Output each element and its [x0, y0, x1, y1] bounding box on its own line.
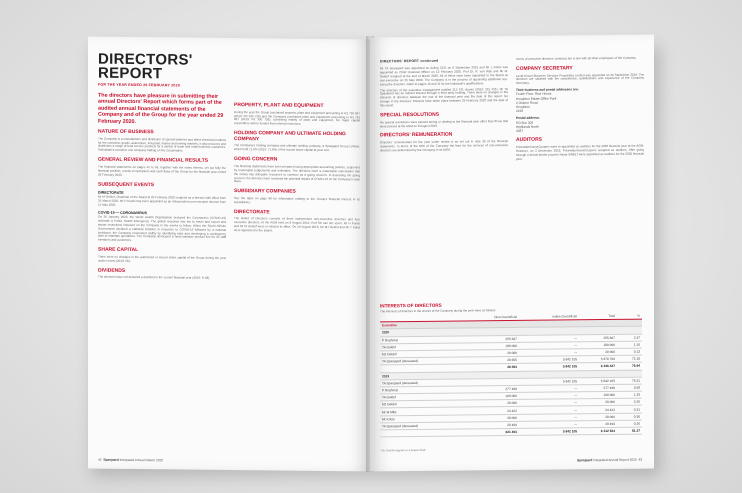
table-cell: 6 312 524 — [579, 427, 617, 435]
postal-address-line: 2037 — [516, 128, 524, 134]
table-cell: 5 842 105 — [519, 363, 579, 371]
table-cell: 1.29 — [617, 391, 642, 398]
table-cell: 5 842 105 — [519, 356, 579, 364]
special-resolutions-heading: SPECIAL RESOLUTIONS — [380, 111, 440, 119]
table-cell: 5 870 760 — [579, 356, 617, 364]
share-capital-text: There were no changes in the authorised or issued share capital of the Group during the year under review (2019: Nil). — [98, 254, 226, 263]
table-cell: 20 499 — [579, 420, 617, 428]
table-cell: — — [519, 399, 579, 407]
right-column-1 — [380, 58, 508, 155]
covid-subheading: COVID-19 — CORONAVIRUS — [98, 210, 147, 216]
table-cell: — — [519, 385, 579, 393]
report-title — [98, 50, 226, 83]
business-address-line: Houghton — [516, 104, 530, 109]
table-cell: 5 842 105 — [519, 377, 579, 385]
share-capital-heading: SHARE CAPITAL — [98, 246, 139, 254]
table-cell: 20 000 — [579, 348, 617, 356]
business-address-line: Houghton Estate Office Park — [516, 96, 557, 101]
right-col1-text: Mr TA Spanjaard was appointed as Acting CEO on 6 September 2019 and Mr L Kotze was appointed as Chief Financial Officer on 12 February 2020. Prof Dr. R. van Wyk and Mr M. Geldof resigned at the end of March 2020. All of these have been appointed to the Board as non-executive on 25 May 2020. The Company is in the process of appointing additional non-executive directors. Refer to pages 10 and 11 for the individual's qualifications. — [380, 65, 508, 87]
table-cell: 20 000 — [463, 349, 519, 357]
remuneration-text: Directors' remuneration for the year under review is as set out in note 26 of the financial statements. In terms of the MOI of the Company the fees for the services of non-executive directors are determined by the Company in its AGM. — [380, 139, 508, 153]
table-cell: 0.31 — [617, 406, 642, 413]
table-cell: — — [519, 392, 579, 400]
interests-table-body — [380, 319, 642, 437]
table-cell: 3.58 — [617, 384, 642, 391]
table-cell: 2.47 — [617, 334, 642, 341]
directorate-heading: DIRECTORATE — [234, 208, 270, 216]
table-cell: 5 842 105 — [579, 377, 617, 385]
interests-table-intro: The interests of directors in the shares of the Company during the year were as follows: — [380, 308, 497, 314]
report-subtitle: FOR THE YEAR ENDED 29 FEBRUARY 2020 — [98, 82, 181, 88]
left-page — [88, 37, 370, 472]
business-address-line: 2198 — [516, 109, 524, 114]
right-footer-brand: Spanjaard — [576, 458, 593, 463]
table-cell: 0.36 — [617, 413, 642, 420]
table-cell: 24 422 — [463, 407, 519, 415]
table-cell: 28 655 — [463, 357, 519, 365]
contracts-text: Terms of executive directors' contracts are in line with all other employees of the Company. — [516, 55, 637, 61]
table-cell: — — [519, 406, 579, 414]
table-cell: P Roghmat — [380, 336, 463, 344]
dividends-heading: DIVIDENDS — [98, 267, 126, 274]
right-page-number: 43 — [638, 457, 642, 462]
table-header-cell: Total — [579, 313, 617, 320]
company-secretary-text: Levitt Kirson Business Services Proprietary Limited was appointed on 20 September 2019. The directors are satisfied with the competence, qualifications and experience of the Company Secretary. — [516, 72, 644, 86]
table-cell: TA Spanjaard (deceased) — [380, 422, 463, 430]
right-footer — [577, 458, 642, 463]
table-cell: — — [519, 349, 579, 357]
table-cell: Mr M Mills — [380, 407, 463, 415]
table-cell: 76.94 — [617, 362, 642, 369]
report-intro: The directors have pleasure in submitting their annual Directors' Report which forms part of the audited annual financial statements of the Company and of the Group for the year ended 29 February 2020. — [98, 92, 224, 125]
auditors-heading: AUDITORS — [516, 136, 543, 144]
table-header-cell: % — [617, 313, 642, 320]
table-cell: 72.18 — [617, 355, 642, 362]
table-cell: 100 000 — [463, 392, 519, 400]
left-column-1 — [98, 50, 226, 283]
directorate-subheading: DIRECTORATE — [98, 190, 124, 196]
remuneration-heading: DIRECTORS' REMUNERATION — [380, 132, 453, 139]
right-page — [370, 35, 654, 472]
table-cell: — — [519, 421, 579, 429]
table-cell: TA Spanjaard (deceased) — [380, 379, 463, 387]
left-column-2 — [234, 98, 360, 236]
table-cell: 1.16 — [617, 341, 642, 348]
table-cell: Executive — [380, 321, 463, 329]
company-secretary-heading: COMPANY SECRETARY — [516, 65, 573, 72]
table-cell: TA Spanjaard (deceased) — [380, 357, 463, 365]
table-cell: 26 053 — [463, 364, 519, 372]
events-heading: SUBSEQUENT EVENTS — [98, 181, 155, 188]
business-address-line: 2 Osborn Road — [516, 100, 538, 105]
table-footnote: * Mr. Gedolf resigned on 6 August 2019. — [380, 448, 426, 453]
table-cell: 20 000 — [463, 400, 519, 408]
table-cell: 28 000 — [579, 413, 617, 421]
subsidiary-text: See the table on page 86 for information relating to the Group's financial interest in its subsidiaries. — [234, 195, 360, 205]
left-footer — [98, 458, 163, 463]
auditors-text: PricewaterhouseCoopers were re-appointed as auditors for the 2020 financial year at the AGM. However, on 3 December 2019, PricewaterhouseCoopers resigned as auditors. After going through a formal tender process Nexia SAB&T were appointed as auditors for the 2020 financial year. — [516, 143, 644, 161]
table-row — [380, 427, 642, 437]
table-cell: 255 667 — [463, 335, 519, 343]
table-cell: 81.37 — [617, 427, 642, 434]
postal-address-label-text: Postal address: — [516, 116, 540, 121]
table-cell: 6 336 427 — [579, 363, 617, 371]
table-cell: 0.26 — [617, 398, 642, 405]
left-page-number: 42 — [98, 457, 102, 462]
nature-heading: NATURE OF BUSINESS — [98, 128, 154, 136]
table-cell: 75.31 — [617, 377, 642, 384]
table-cell: 2020 — [380, 328, 463, 336]
table-cell: — — [519, 342, 579, 350]
table-cell — [380, 429, 463, 437]
table-cell: 180 000 — [579, 341, 617, 349]
right-footer-text: Integrated Annual Report 2020 — [593, 457, 637, 463]
table-cell: P Roghmat — [380, 386, 463, 394]
right-page-header: DIRECTORS' REPORT continued — [380, 58, 439, 64]
special-resolutions-text: No special resolutions were passed during or relating to the financial year other than those that were passed at the AGM on 8 August 2019. — [380, 118, 508, 128]
interests-table — [380, 313, 642, 438]
table-cell: — — [519, 334, 579, 342]
table-cell: TA Geldof — [380, 393, 463, 401]
table-cell: 321 403 — [463, 428, 519, 436]
ppe-text: During the year the Group purchased property, plant and equipment amounting to R2 792 067 (2019: R3 390 726) and the Company purchased plant and equipment amounting to R2 792 067 (2019: R3 390 726), consisting mainly of plant and equipment. No major capital expenditure will be funded from internal resources. — [234, 109, 360, 127]
table-cell: 20 000 — [579, 399, 617, 407]
title-line-1: DIRECTORS' — [98, 50, 193, 69]
table-cell: 0.26 — [617, 420, 642, 427]
business-address-line: Fourth Floor, Rice House — [516, 92, 552, 97]
title-line-2: REPORT — [98, 64, 163, 83]
right-column-2 — [516, 57, 644, 164]
table-cell: — — [519, 413, 579, 421]
table-cell: 24 422 — [579, 406, 617, 414]
table-cell: 5 842 105 — [519, 428, 579, 436]
table-cell: 277 498 — [579, 384, 617, 392]
postal-address-line: Highlands North — [516, 124, 539, 129]
holding-heading: HOLDING COMPANY AND ULTIMATE HOLDING COMPANY — [234, 130, 346, 143]
table-cell: 28 000 — [463, 414, 519, 422]
table-cell: MJ Geldof — [380, 400, 463, 408]
directorate-board-text: The Board of Directors consists of three independent non-executive directors and four executive directors. At the AGM held on 8 August 2019, Prof SP van der Vyver, Mr H Koolis and Mr M Geldof were re-elected to office. On 20 August 2019, Mr MJ Geldof and Mr T Kolisi were appointed to the Board. — [234, 216, 360, 233]
table-cell: Mr Kotze — [380, 415, 463, 423]
table-cell: TA Geldof — [380, 343, 463, 351]
directorate-text: Mr M Geldof, Chairman of the Board at 29 February 2020 resigned as a director with effect from 31 March 2020. Mr H Koolis has been appointed as an independent non-executive director from 15 May 2020. — [98, 194, 226, 207]
business-address-label-text: Their business and postal addresses are: — [516, 87, 579, 93]
left-footer-brand: Spanjaard — [103, 457, 119, 462]
dividends-text: The directors have not declared a dividend in the current financial year (2019: R Nil). — [98, 274, 211, 281]
review-heading: GENERAL REVIEW AND FINANCIAL RESULTS — [98, 156, 209, 165]
covid-text: On 30 January 2020, the World Health Organization declared the Coronavirus (COVID-19) outbreak a Public Health Emergency. The global response has led to travel and export and import restrictions imposed on the Company in the weeks to follow. When the South African Government declared a National Disaster in response to COVID-19 followed by a national lockdown, the Company responded swiftly by identifying risks and developing a contingency plan to maintain operations. The Company developed a hand sanitiser product line for its staff members and customers. — [98, 214, 226, 243]
ppe-heading: PROPERTY, PLANT AND EQUIPMENT — [234, 102, 324, 109]
right-col1-text-2: The directors of the executive management totalled 315 431 shares (2019: 315 431). Mr TA Spanjaard has an indirect interest through a third party holding. There were no changes in the interests of directors between the end of the financial year and the date of this report. No change in the directors' interests have taken place between 29 February 2020 and the date of this report. — [380, 86, 508, 108]
interests-table-title: INTERESTS OF DIRECTORS — [380, 302, 442, 309]
table-cell: 180 000 — [463, 342, 519, 350]
table-header-cell: Indirect beneficial — [519, 313, 579, 320]
postal-address-line: PO Box 205 — [516, 120, 534, 125]
table-cell: 255 667 — [579, 334, 617, 342]
table-cell: 100 000 — [579, 391, 617, 399]
table-cell: 0.13 — [617, 348, 642, 355]
table-cell: MJ Geldof — [380, 350, 463, 358]
left-footer-text: Integrated Annual Report 2020 — [119, 457, 164, 463]
review-text: The financial statements on pages 45 to 98, together with the notes thereto, set out fully the financial position, results of operations and cash flows of the Group for the financial year ended 29 February 2020. — [98, 164, 226, 177]
table-cell: 20 499 — [463, 421, 519, 429]
table-header-cell: Direct beneficial — [463, 314, 519, 321]
table-cell: 2019 — [380, 372, 463, 380]
table-cell: 277 498 — [463, 385, 519, 393]
going-concern-text: The financial statements have been prepared using appropriate accounting policies, supported by reasonable judgements and estimates. The directors have a reasonable expectation that the Group has adequate resources to continue as a going concern. In assessing the going concern, the directors have reviewed the potential impact of COVID-19 on the Company's cash flows. — [234, 163, 360, 184]
going-concern-heading: GOING CONCERN — [234, 156, 278, 163]
holding-text: The Company's holding company and ultimate holding company is Spanjaard Group Limited, which held 71.8% (2019: 71.8%) of the issued share capital at year end. — [234, 143, 360, 153]
nature-text: The Company is a manufacturer and distributor of special batteries and allied chemical products for the consumer goods, automotive, industrial, marine and mining markets. It also procures and distributes a range of food service products for a variety of trade and retail business customers. Subsidiaries comprise one company trading on the Cooperative. — [98, 136, 226, 153]
subsidiary-heading: SUBSIDIARY COMPANIES — [234, 188, 296, 196]
